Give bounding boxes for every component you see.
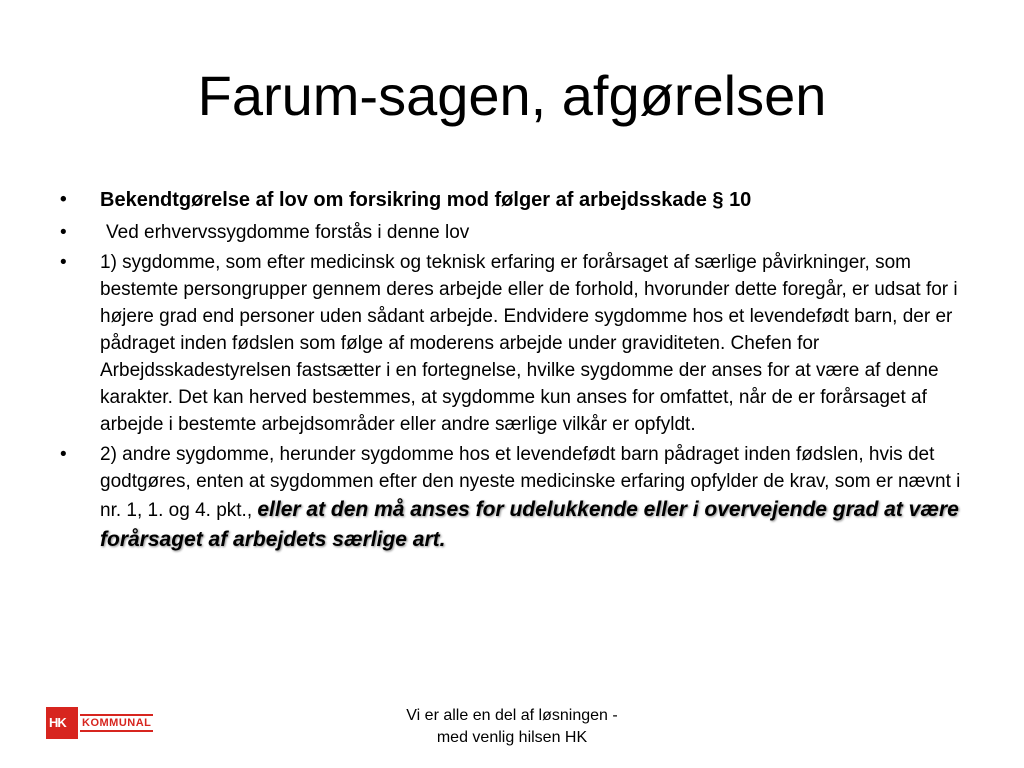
- footer-tagline: [340, 705, 684, 749]
- bullet-item: [56, 219, 971, 246]
- bullet-text: 2) andre sygdomme, herunder sygdomme hos et levendefødt barn pådraget inden fødslen, hvis det godtgøres, enten at sygdommen efter den nyeste medicinske erfaring opfylder de krav, som er nævnt i nr. 1, 1. og 4. pkt.,: [100, 444, 961, 521]
- bullet-text: Bekendtgørelse af lov om forsikring mod følger af arbejdsskade § 10: [100, 189, 752, 211]
- footer-line-2: med venlig hilsen HK: [436, 729, 588, 746]
- emphasis-text: eller at den må anses for udelukkende eller i overvejende grad at være forårsaget af arbejdets særlige art.: [100, 498, 959, 551]
- bullet-item: [56, 249, 971, 438]
- bullet-text: Ved erhvervssygdomme forstås i denne lov: [106, 222, 470, 243]
- bullet-icon: •: [60, 222, 67, 243]
- logo-text: KOMMUNAL: [80, 714, 153, 732]
- bullet-text: 1) sygdomme, som efter medicinsk og teknisk erfaring er forårsaget af særlige påvirkninger, som bestemte persongrupper gennem deres arbejde eller de forhold, hvorunder dette foregår, er udsat for i højere grad end personer uden sådant arbejde. Endvidere sygdomme hos et levendefødt barn, der er pådraget inden fødslen som følge af moderens arbejde under graviditeten. Chefen for Arbejdsskadestyrelsen fastsætter i en fortegnelse, hvilke sygdomme der anses for at være af denne karakter. Det kan herved bestemmes, at sygdomme kun anses for omfattet, når de er forårsaget af arbejde i bestemte arbejdsområder eller andre særlige vilkår er opfyldt.: [100, 252, 958, 435]
- bullet-list: [56, 183, 971, 555]
- bullet-icon: •: [60, 252, 67, 273]
- hk-logo-icon: [46, 707, 78, 739]
- bullet-item: [56, 441, 971, 555]
- bullet-icon: •: [60, 444, 67, 465]
- slide-title: Farum-sagen, afgørelsen: [197, 64, 827, 127]
- footer-line-1: Vi er alle en del af løsningen -: [406, 707, 618, 724]
- hk-kommunal-logo: [46, 706, 153, 740]
- bullet-item: [56, 183, 971, 217]
- logo-mark: HK: [49, 715, 66, 730]
- bullet-icon: •: [60, 189, 67, 210]
